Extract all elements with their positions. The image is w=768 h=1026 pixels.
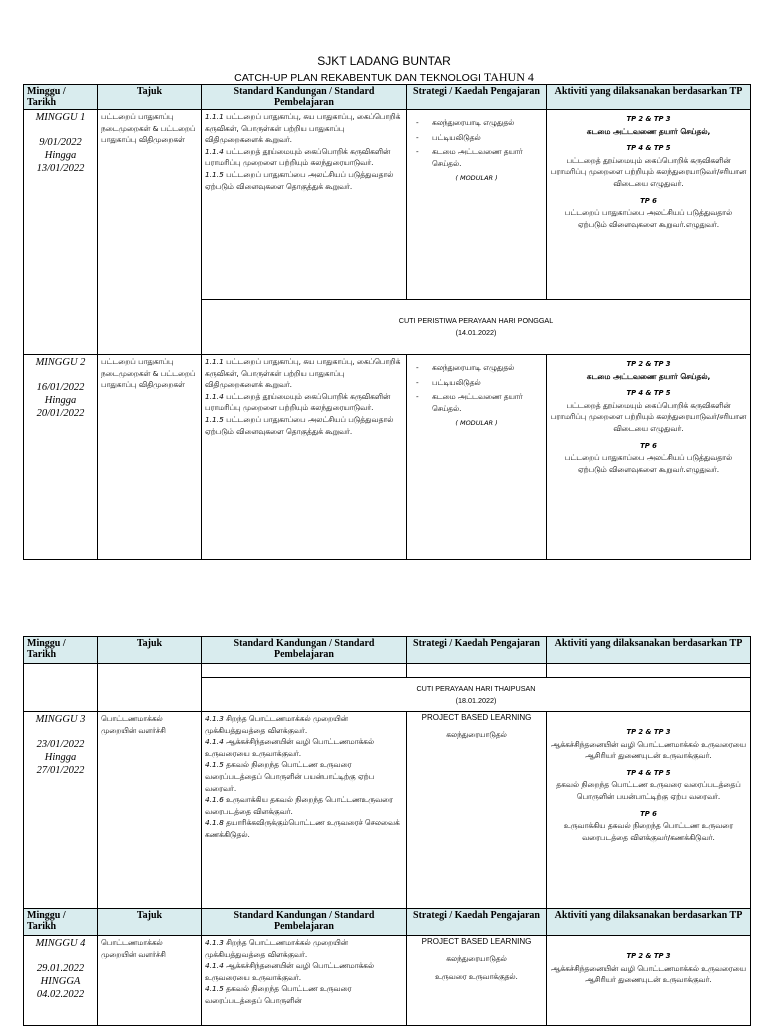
week1-modular-note: ( MODULAR ) bbox=[455, 174, 498, 183]
holiday-thaipusan-name: CUTI PERAYAAN HARI THAIPUSAN bbox=[416, 683, 536, 693]
week3-strategy bbox=[407, 712, 547, 909]
week1-tp1-text: கடமை அட்டவணை தயார் செய்தல், bbox=[586, 126, 711, 136]
week2-strategy-item: - கலந்துரையாடி எழுதுதல் bbox=[432, 362, 543, 374]
document-subtitle bbox=[0, 70, 768, 85]
week2-activity bbox=[547, 355, 751, 560]
plan-table-2 bbox=[23, 636, 751, 1026]
week3-topic: பொட்டணமாக்கல் முறையின் வளர்ச்சி bbox=[98, 712, 202, 909]
week4-std-3: 4.1.5 தகவல் நிறைந்த பொட்டண உருவரை வரைப்படத்தைப் பொருளின் bbox=[205, 984, 352, 1005]
week2-dates: 16/01/2022 Hingga 20/01/2022 bbox=[36, 382, 85, 419]
empty-cell bbox=[98, 664, 202, 712]
col-header-topic: Tajuk bbox=[98, 85, 202, 110]
week4-strategy-discuss: கலந்துரையாடுதல் bbox=[446, 954, 507, 963]
week1-tp3-label: TP 6 bbox=[640, 196, 657, 205]
holiday-thaipusan-date: (18.01.2022) bbox=[455, 695, 497, 705]
subtitle-text: CATCH-UP PLAN REKABENTUK DAN TEKNOLOGI bbox=[234, 72, 481, 84]
week3-tp3-text: உருவாக்கிய தகவல் நிறைந்த பொட்டண உருவரை வரைபடத்தை விளக்குவர்/கணக்கிடுவர். bbox=[563, 821, 734, 842]
week4-strategy bbox=[407, 936, 547, 1026]
week1-activity bbox=[547, 110, 751, 300]
week4-label: MINGGU 4 bbox=[35, 938, 86, 949]
plan-table-1 bbox=[23, 84, 751, 560]
holiday-ponggal-date: (14.01.2022) bbox=[455, 328, 497, 337]
subtitle-year: TAHUN 4 bbox=[483, 70, 534, 84]
holiday-ponggal-name: CUTI PERISTIWA PERAYAAN HARI PONGGAL bbox=[398, 316, 554, 325]
week1-standards bbox=[202, 110, 407, 300]
week4-activity bbox=[547, 936, 751, 1026]
week3-std-5: 4.1.8 தயாரிக்கவிருக்கும்பொட்டண உருவரைச் செலவைக் கணக்கிடுதல். bbox=[205, 818, 400, 839]
week3-tp1-label: TP 2 & TP 3 bbox=[626, 728, 671, 736]
week1-strategy-item: - கடமை அட்டவணை தயார் செய்தல். bbox=[432, 146, 543, 169]
week1-strategy-item: - பட்டியலிடுதல் bbox=[432, 132, 543, 144]
week1-tp2-text: பட்டறைத் தூய்மையும் கைப்பொறிக் கருவிகளின் பராமரிப்பு முறைளை பற்றியும் கலந்துரையாடுவர்/சரியான விடையை எழுதுவர். bbox=[550, 155, 747, 188]
col-header-standard: Standard Kandungan / Standard Pembelajaran bbox=[202, 85, 407, 110]
week4-topic: பொட்டணமாக்கல் முறையின் வளர்ச்சி bbox=[98, 936, 202, 1026]
week3-std-1: 4.1.3 சிறந்த பொட்டணமாக்கல் முறையின் முக்கியத்துவத்தை விளக்குவர். bbox=[205, 714, 348, 735]
week1-strategy bbox=[407, 110, 547, 300]
col-header-strategy: Strategi / Kaedah Pengajaran bbox=[407, 909, 547, 936]
week1-dates: 9/01/2022 Hingga 13/01/2022 bbox=[36, 137, 85, 174]
week2-standards bbox=[202, 355, 407, 560]
week3-std-4: 4.1.6 உருவாக்கிய தகவல் நிறைந்த பொட்டணஉருவரை வரைபடத்தை விளக்குவர். bbox=[205, 795, 393, 816]
week3-standards bbox=[202, 712, 407, 909]
week3-strategy-pbl: PROJECT BASED LEARNING bbox=[421, 713, 532, 722]
week3-tp1-text: ஆக்கச்சிந்தனையின் வழி பொட்டணமாக்கல் உருவரையை ஆசிரியர் துணையுடன் உருவாக்குவர். bbox=[551, 739, 746, 761]
week2-tp3-text: பட்டறைப் பாதுகாப்பை அலட்சியப் படுத்துவதால் ஏற்படும் விளைவுகளை கூறுவர்.எழுதுவர். bbox=[564, 453, 733, 474]
week4-strategy-draft: உருவரை உருவாக்குதல். bbox=[435, 971, 518, 981]
col-header-activity: Aktiviti yang dilaksanakan berdasarkan TP bbox=[547, 85, 751, 110]
week3-strategy-discuss: கலந்துரையாடுதல் bbox=[446, 730, 507, 739]
empty-cell bbox=[547, 664, 751, 678]
week4-tp1-text: ஆக்கச்சிந்தனையின் வழி பொட்டணமாக்கல் உருவரையை ஆசிரியர் துணையுடன் உருவாக்குவர். bbox=[551, 963, 746, 985]
week2-modular-note: ( MODULAR ) bbox=[455, 419, 498, 428]
week3-tp3-label: TP 6 bbox=[640, 809, 657, 818]
week2-std-2: 1.1.4 பட்டறைத் தூய்மையும் கைப்பொறிக் கருவிகளின் பராமரிப்பு முறைளை பற்றியும் கலந்துரையாடுவர். bbox=[205, 391, 391, 413]
week4-strategy-pbl: PROJECT BASED LEARNING bbox=[421, 937, 532, 946]
week1-label: MINGGU 1 bbox=[35, 112, 86, 123]
week3-activity bbox=[547, 712, 751, 909]
week2-topic: பட்டறைப் பாதுகாப்பு நடைமுறைகள் & பட்டறைப் பாதுகாப்பு விதிமுறைகள் bbox=[98, 355, 202, 560]
holiday-ponggal bbox=[202, 300, 751, 355]
week2-tp1-label: TP 2 & TP 3 bbox=[626, 360, 671, 368]
col-header-activity: Aktiviti yang dilaksanakan berdasarkan TP bbox=[547, 637, 751, 664]
holiday-thaipusan bbox=[202, 678, 751, 712]
week3-std-3: 4.1.5 தகவல் நிறைந்த பொட்டண உருவரை வரைப்படத்தைப் பொருளின் பயன்பாட்டிற்கு ஏற்ப வரைவர். bbox=[205, 760, 375, 793]
week1-tp2-label: TP 4 & TP 5 bbox=[626, 144, 671, 153]
week4-std-2: 4.1.4 ஆக்கச்சிந்தனையின் வழி பொட்டணமாக்கல் உருவரையை உருவாக்குவர். bbox=[205, 961, 375, 982]
col-header-week: Minggu / Tarikh bbox=[24, 85, 98, 110]
week4-std-1: 4.1.3 சிறந்த பொட்டணமாக்கல் முறையின் முக்கியத்துவத்தை விளக்குவர். bbox=[205, 938, 348, 959]
col-header-week: Minggu / Tarikh bbox=[24, 637, 98, 664]
col-header-week: Minggu / Tarikh bbox=[24, 909, 98, 936]
week3-cell bbox=[24, 712, 98, 909]
week2-tp2-text: பட்டறைத் தூய்மையும் கைப்பொறிக் கருவிகளின் பராமரிப்பு முறைளை பற்றியும் கலந்துரையாடுவர்/சரியான விடையை எழுதுவர். bbox=[550, 400, 747, 433]
week3-tp2-label: TP 4 & TP 5 bbox=[626, 768, 671, 777]
week2-std-1: 1.1.1 பட்டறைப் பாதுகாப்பு, சுய பாதுகாப்பு, கைப்பொறிக் கருவிகள், பொருள்கள் பற்றிய பாதுகாப்பு விதிமுறைகளைக் கூறுவர். bbox=[205, 357, 401, 390]
week4-dates: 29.01.2022 HINGGA 04.02.2022 bbox=[36, 963, 85, 1000]
col-header-topic: Tajuk bbox=[98, 637, 202, 664]
week4-cell bbox=[24, 936, 98, 1026]
empty-cell bbox=[202, 664, 407, 678]
week1-std-1: 1.1.1 பட்டறைப் பாதுகாப்பு, சுய பாதுகாப்பு, கைப்பொறிக் கருவிகள், பொருள்கள் பற்றிய பாதுகாப்பு விதிமுறைகளைக் கூறுவர். bbox=[205, 112, 401, 145]
document-title: SJKT LADANG BUNTAR bbox=[317, 54, 451, 68]
week4-standards bbox=[202, 936, 407, 1026]
col-header-topic: Tajuk bbox=[98, 909, 202, 936]
week1-cell bbox=[24, 110, 98, 355]
week3-label: MINGGU 3 bbox=[35, 714, 86, 725]
week3-tp2-text: தகவல் நிறைந்த பொட்டண உருவரை வரைப்படத்தைப் பொருளின் பயன்பாட்டிற்கு ஏற்ப வரைவர். bbox=[556, 780, 741, 801]
empty-cell bbox=[407, 664, 547, 678]
week1-tp1-label: TP 2 & TP 3 bbox=[626, 115, 671, 123]
week4-tp1-label: TP 2 & TP 3 bbox=[626, 952, 671, 960]
week3-dates: 23/01/2022 Hingga 27/01/2022 bbox=[36, 739, 85, 776]
col-header-standard: Standard Kandungan / Standard Pembelajaran bbox=[202, 909, 407, 936]
empty-cell bbox=[24, 664, 98, 712]
week2-cell bbox=[24, 355, 98, 560]
week3-std-2: 4.1.4 ஆக்கச்சிந்தனையின் வழி பொட்டணமாக்கல் உருவரையை உருவாக்குவர். bbox=[205, 737, 375, 758]
week1-tp3-text: பட்டறைப் பாதுகாப்பை அலட்சியப் படுத்துவதால் ஏற்படும் விளைவுகளை கூறுவர்.எழுதுவர். bbox=[564, 208, 733, 229]
week2-tp1-text: கடமை அட்டவணை தயார் செய்தல், bbox=[586, 371, 711, 381]
week2-label: MINGGU 2 bbox=[35, 357, 86, 368]
week1-topic: பட்டறைப் பாதுகாப்பு நடைமுறைகள் & பட்டறைப் பாதுகாப்பு விதிமுறைகள் bbox=[98, 110, 202, 355]
week1-strategy-item: - கலந்துரையாடி எழுதுதல் bbox=[432, 117, 543, 129]
week2-strategy-item: - கடமை அட்டவணை தயார் செய்தல். bbox=[432, 391, 543, 414]
week2-std-3: 1.1.5 பட்டறைப் பாதுகாப்பை அலட்சியப் படுத்துவதால் ஏற்படும் விளைவுகளை தொகுத்துக் கூறுவர். bbox=[205, 414, 394, 436]
week2-tp2-label: TP 4 & TP 5 bbox=[626, 389, 671, 398]
week1-std-2: 1.1.4 பட்டறைத் தூய்மையும் கைப்பொறிக் கருவிகளின் பராமரிப்பு முறைளை பற்றியும் கலந்துரையாடுவர். bbox=[205, 146, 391, 168]
col-header-strategy: Strategi / Kaedah Pengajaran bbox=[407, 85, 547, 110]
col-header-strategy: Strategi / Kaedah Pengajaran bbox=[407, 637, 547, 664]
col-header-standard: Standard Kandungan / Standard Pembelajaran bbox=[202, 637, 407, 664]
col-header-activity: Aktiviti yang dilaksanakan berdasarkan TP bbox=[547, 909, 751, 936]
week2-strategy bbox=[407, 355, 547, 560]
week2-strategy-item: - பட்டியலிடுதல் bbox=[432, 377, 543, 389]
week2-tp3-label: TP 6 bbox=[640, 441, 657, 450]
week1-std-3: 1.1.5 பட்டறைப் பாதுகாப்பை அலட்சியப் படுத்துவதால் ஏற்படும் விளைவுகளை தொகுத்துக் கூறுவர். bbox=[205, 169, 394, 191]
